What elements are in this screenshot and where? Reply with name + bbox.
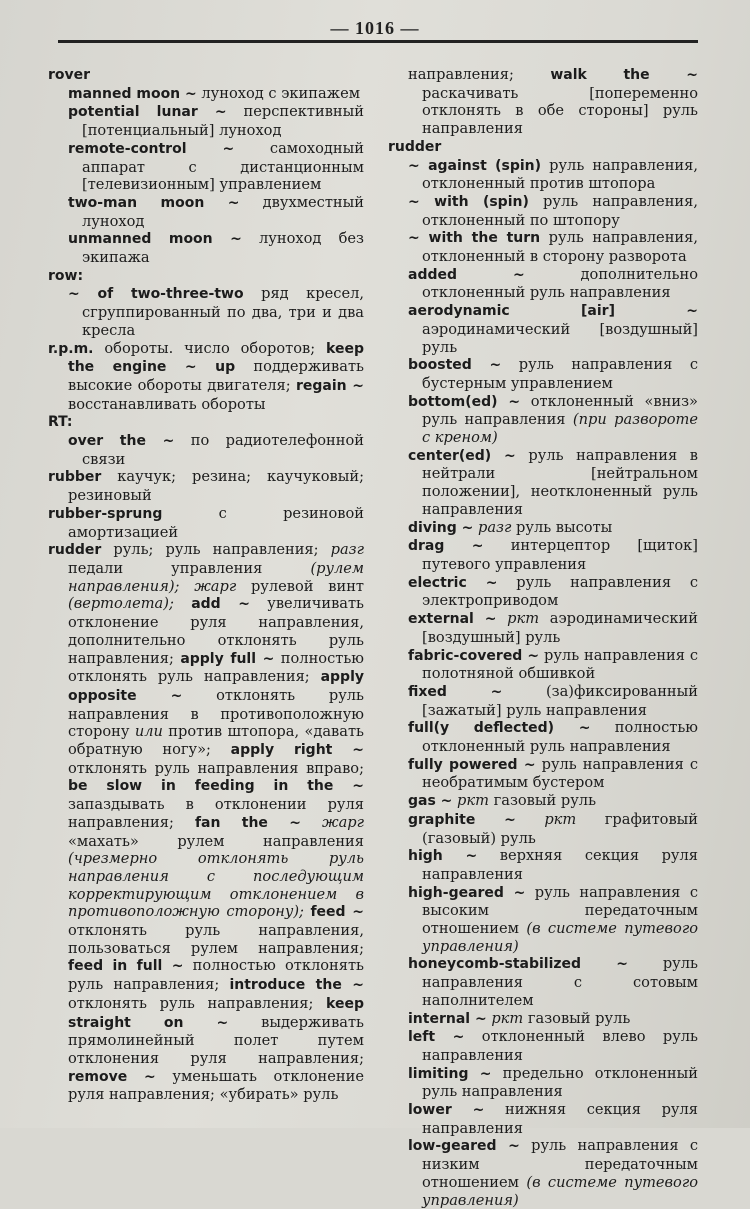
sub-entry: low-geared ~ руль направления с низким передаточным отношением (в системе путевого управления) (408, 1137, 698, 1209)
sub-entry-term: drag ~ (408, 538, 484, 555)
sub-entry-definition: полностью отклоненный руль направления (422, 719, 698, 756)
sub-entry-term: over the ~ (68, 433, 175, 450)
left-column (48, 66, 364, 1104)
sub-entry-term: added ~ (408, 266, 525, 283)
sub-entry-definition: перспективный [потенциальный] луноход (82, 103, 364, 140)
sub-entry (408, 537, 698, 573)
sub-entry (408, 719, 698, 755)
sub-entry-definition: предельно отклоненный руль направления (422, 1064, 699, 1101)
sub-entry (408, 574, 698, 610)
headword (48, 413, 364, 432)
sub-entry-definition: луноход с экипажем (196, 84, 361, 102)
continued-text: направления; walk the ~ раскачивать [попеременно отклонять в обе стороны] руль направления (408, 66, 698, 138)
sub-entry-definition: ряд кресел, сгруппированный по два, три и два кресла (82, 285, 364, 339)
sub-entry (408, 847, 698, 883)
sub-entry-definition: аэродинамический [воздушный] руль (422, 320, 698, 356)
sub-entry-definition: по радиотелефонной связи (82, 432, 364, 468)
sub-entry (408, 356, 698, 392)
dictionary-entry: r.p.m. обороты. число оборотов; keep the engine ~ up поддерживать высокие обороты двигателя; regain ~ восстанавливать обороты (48, 339, 364, 413)
sub-entry: high-geared ~ руль направления с высоким передаточным отношением (в системе путевого управления) (408, 883, 698, 955)
sub-entry (408, 447, 698, 519)
headword (48, 66, 364, 85)
sub-entry-definition: руль направления с бустерным управлением (422, 356, 698, 392)
sub-entry-definition: отклоненный влево руль направления (422, 1028, 698, 1064)
header-rule (58, 40, 698, 43)
sub-entry-term: honeycomb-stabilized ~ (408, 956, 628, 973)
sub-entry-term: ~ with (spin) (408, 193, 529, 210)
sub-entry-definition: (за)фиксированный [зажатый] руль направления (422, 682, 699, 719)
sub-entry: bottom(ed) ~ отклоненный «вниз» руль направления (при развороте с креном) (408, 392, 699, 447)
dictionary-entry: rudder руль; руль направления; разг педали управления (рулем направления); жарг рулевой винт (вертолета); add ~ увеличивать отклонение руля направления, дополнительно отклонять руль направления; apply full ~ полностью отклонять руль направления; apply opposite ~ отклонять руль направления в противоположную сторону или против штопора, «давать обратную ногу»; apply right ~ отклонять руль направления вправо; be slow in feeding in the ~ запаздывать в отклонении руля направления; fan the ~ жарг «махать» рулем направления (чрезмерно отклонять руль направления с последующим корректирующим отклонением в противоположную сторону); feed ~ отклонять руль направления, пользоваться рулем направления; feed in full ~ полностью отклонять руль направления; introduce the ~ отклонять руль направления; keep straight on ~ выдерживать прямолинейный полет путем отклонения руля направления; remove ~ уменьшать отклонение руля направления; «убирать» руль (48, 541, 365, 1104)
headword-term: RT: (48, 414, 73, 431)
sub-entry-definition: руль направления с сотовым наполнителем (422, 955, 698, 1009)
sub-entry (68, 194, 364, 230)
sub-entry-definition: дополнительно отклоненный руль направления (422, 265, 698, 302)
sub-entry-definition: двухместный луноход (82, 193, 364, 230)
dictionary-entry: rubber каучук; резина; каучуковый; резиновый (48, 468, 364, 505)
sub-entry (408, 647, 698, 683)
sub-entry-definition: руль направления с полотняной обшивкой (422, 646, 699, 683)
sub-entry-definition: руль направления, отклоненный против штопора (422, 156, 698, 193)
sub-entry-term: ~ of two-three-two (68, 286, 244, 303)
sub-entry-definition: луноход без экипажа (82, 230, 364, 267)
sub-entry-definition: самоходный аппарат с дистанционным [телевизионным] управлением (82, 139, 364, 194)
sub-entry (408, 302, 698, 356)
sub-entry (68, 103, 364, 139)
sub-entry (408, 955, 698, 1009)
headword (48, 267, 364, 286)
sub-entry-definition: руль направления, отклоненный в сторону разворота (422, 229, 698, 266)
sub-entry-term: aerodynamic [air] ~ (408, 303, 698, 320)
sub-entry (68, 85, 364, 104)
sub-entry (68, 140, 364, 194)
sub-entry-term: fabric-covered ~ (408, 647, 540, 664)
sub-entry-term: left ~ (408, 1029, 465, 1046)
sub-entry (408, 229, 698, 265)
sub-entry (408, 1065, 698, 1101)
sub-entry: external ~ ркт аэродинамический [воздушный] руль (408, 610, 699, 646)
sub-entry: internal ~ ркт газовый руль (408, 1009, 631, 1027)
sub-entry-term: fully powered ~ (408, 756, 536, 773)
dictionary-entry: rubber-sprung с резиновой амортизацией (48, 504, 364, 541)
sub-entry-term: ~ with the turn (408, 230, 541, 247)
sub-entry-term: manned moon ~ (68, 85, 197, 102)
sub-entry-term: full(y deflected) ~ (408, 720, 591, 737)
sub-entry-definition: руль направления в нейтрали [нейтральном положении], неотклоненный руль направления (422, 446, 698, 518)
sub-entry-definition: нижняя секция руля направления (422, 1101, 699, 1137)
sub-entry: graphite ~ ркт графитовый (газовый) руль (408, 810, 699, 847)
sub-entry-term: lower ~ (408, 1102, 485, 1119)
sub-entry (408, 157, 698, 193)
sub-entry-term: boosted ~ (408, 357, 502, 374)
sub-entry-term: electric ~ (408, 574, 498, 591)
sub-entry (408, 193, 698, 229)
sub-entry-definition: интерцептор [щиток] путевого управления (422, 537, 698, 573)
headword-term: rudder (388, 138, 442, 155)
sub-entry-term: potential lunar ~ (68, 104, 227, 121)
sub-entry-term: ~ against (spin) (408, 157, 542, 174)
sub-entry-term: remote-control ~ (68, 140, 235, 157)
sub-entry: diving ~ разг руль высоты (408, 518, 613, 536)
sub-entry-definition: руль направления с электроприводом (422, 573, 698, 610)
sub-entry-term: fixed ~ (408, 683, 503, 700)
sub-entry-definition: руль направления с необратимым бустером (422, 755, 698, 792)
sub-entry (68, 285, 364, 339)
headword-term: row: (48, 267, 84, 284)
headword-term: rover (48, 67, 91, 83)
sub-entry (408, 266, 698, 302)
sub-entry: gas ~ ркт газовый руль (408, 792, 597, 810)
sub-entry-term: unmanned moon ~ (68, 231, 242, 248)
sub-entry-term: center(ed) ~ (408, 447, 516, 464)
sub-entry (408, 1101, 698, 1137)
sub-entry-definition: руль направления, отклоненный по штопору (422, 192, 698, 229)
sub-entry (68, 432, 364, 468)
sub-entry-term: limiting ~ (408, 1065, 492, 1082)
sub-entry (408, 683, 698, 719)
sub-entry-definition: верхняя секция руля направления (422, 847, 698, 883)
sub-entry-term: two-man moon ~ (68, 194, 240, 211)
page-number: — 1016 — (330, 18, 420, 38)
sub-entry (408, 1028, 698, 1064)
headword (388, 138, 698, 157)
sub-entry (408, 756, 698, 792)
sub-entry (68, 230, 364, 266)
right-column (388, 66, 698, 1209)
sub-entry-term: high ~ (408, 848, 478, 865)
